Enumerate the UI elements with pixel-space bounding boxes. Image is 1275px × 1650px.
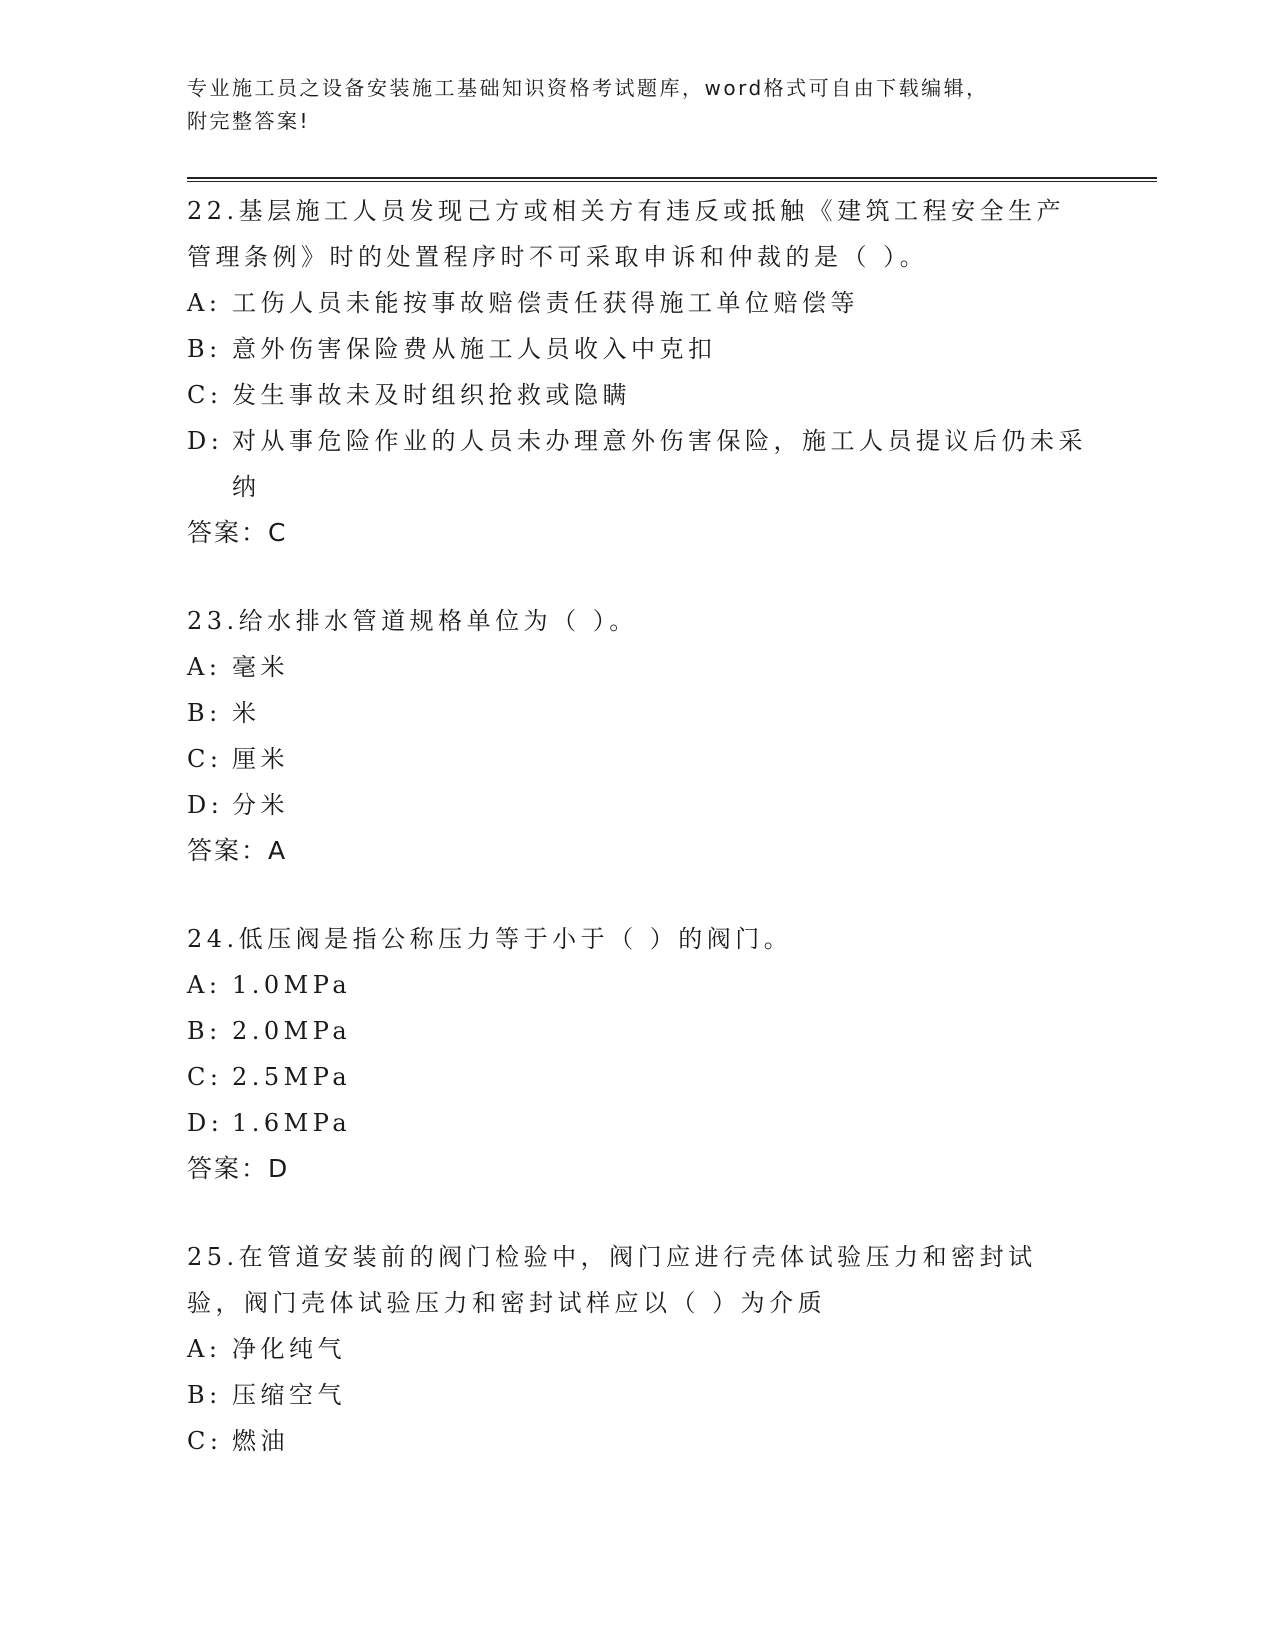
option-d [187,782,1087,828]
question-stem: 24.低压阀是指公称压力等于小于（ ）的阀门。 [187,925,793,953]
option-letter: B: [187,1017,222,1045]
header-divider [187,177,1157,182]
option-letter: D: [187,791,224,819]
option-d [187,1100,1087,1146]
option-c [187,1054,1087,1100]
option-text: 2.0MPa [232,1017,352,1045]
option-c [187,736,1087,782]
question-22 [187,188,1087,556]
option-letter: D: [187,1109,224,1137]
option-letter: C: [187,1427,223,1455]
option-letter: C: [187,1063,223,1091]
option-b [187,1008,1087,1054]
answer-line: 答案：A [187,836,288,865]
option-a [187,1326,1087,1372]
option-text: 意外伤害保险费从施工人员收入中克扣 [232,335,717,363]
option-text: 2.5MPa [232,1063,352,1091]
option-a [187,644,1087,690]
question-stem: 22.基层施工人员发现己方或相关方有违反或抵触《建筑工程安全生产管理条例》时的处置程序时不可采取申诉和仲裁的是（ ）。 [187,197,1066,271]
option-b [187,690,1087,736]
option-c [187,372,1087,418]
question-stem: 25.在管道安装前的阀门检验中，阀门应进行壳体试验压力和密封试验，阀门壳体试验压力和密封试样应以（ ）为介质 [187,1243,1037,1317]
option-b [187,326,1087,372]
header-intro-line-2: 附完整答案! [187,109,311,133]
option-a [187,962,1087,1008]
option-letter: B: [187,699,222,727]
option-text: 1.6MPa [232,1109,352,1137]
question-stem: 23.给水排水管道规格单位为（ ）。 [187,607,638,635]
option-text: 厘米 [232,745,289,773]
header-intro-line-1: 专业施工员之设备安装施工基础知识资格考试题库，word格式可自由下载编辑， [187,76,989,100]
option-letter: B: [187,1381,222,1409]
option-text: 1.0MPa [232,971,352,999]
option-text: 压缩空气 [232,1381,346,1409]
question-25 [187,1234,1087,1464]
option-letter: A: [187,289,222,317]
option-letter: B: [187,335,222,363]
option-b [187,1372,1087,1418]
answer-line: 答案：C [187,518,288,547]
question-24 [187,916,1087,1192]
option-c [187,1418,1087,1464]
answer-line: 答案：D [187,1154,290,1183]
option-d [187,418,1087,510]
option-text: 对从事危险作业的人员未办理意外伤害保险，施工人员提议后仍未采纳 [232,427,1087,501]
option-letter: A: [187,653,222,681]
option-text: 净化纯气 [232,1335,346,1363]
option-text: 毫米 [232,653,289,681]
option-text: 燃油 [232,1427,289,1455]
document-header [187,72,1067,138]
option-letter: C: [187,745,223,773]
option-text: 分米 [232,791,289,819]
option-letter: A: [187,1335,222,1363]
option-letter: C: [187,381,223,409]
option-text: 米 [232,699,261,727]
option-letter: A: [187,971,222,999]
option-text: 工伤人员未能按事故赔偿责任获得施工单位赔偿等 [232,289,859,317]
option-a [187,280,1087,326]
option-letter: D: [187,427,224,455]
question-23 [187,598,1087,874]
option-text: 发生事故未及时组织抢救或隐瞒 [232,381,631,409]
question-list [187,188,1087,1506]
